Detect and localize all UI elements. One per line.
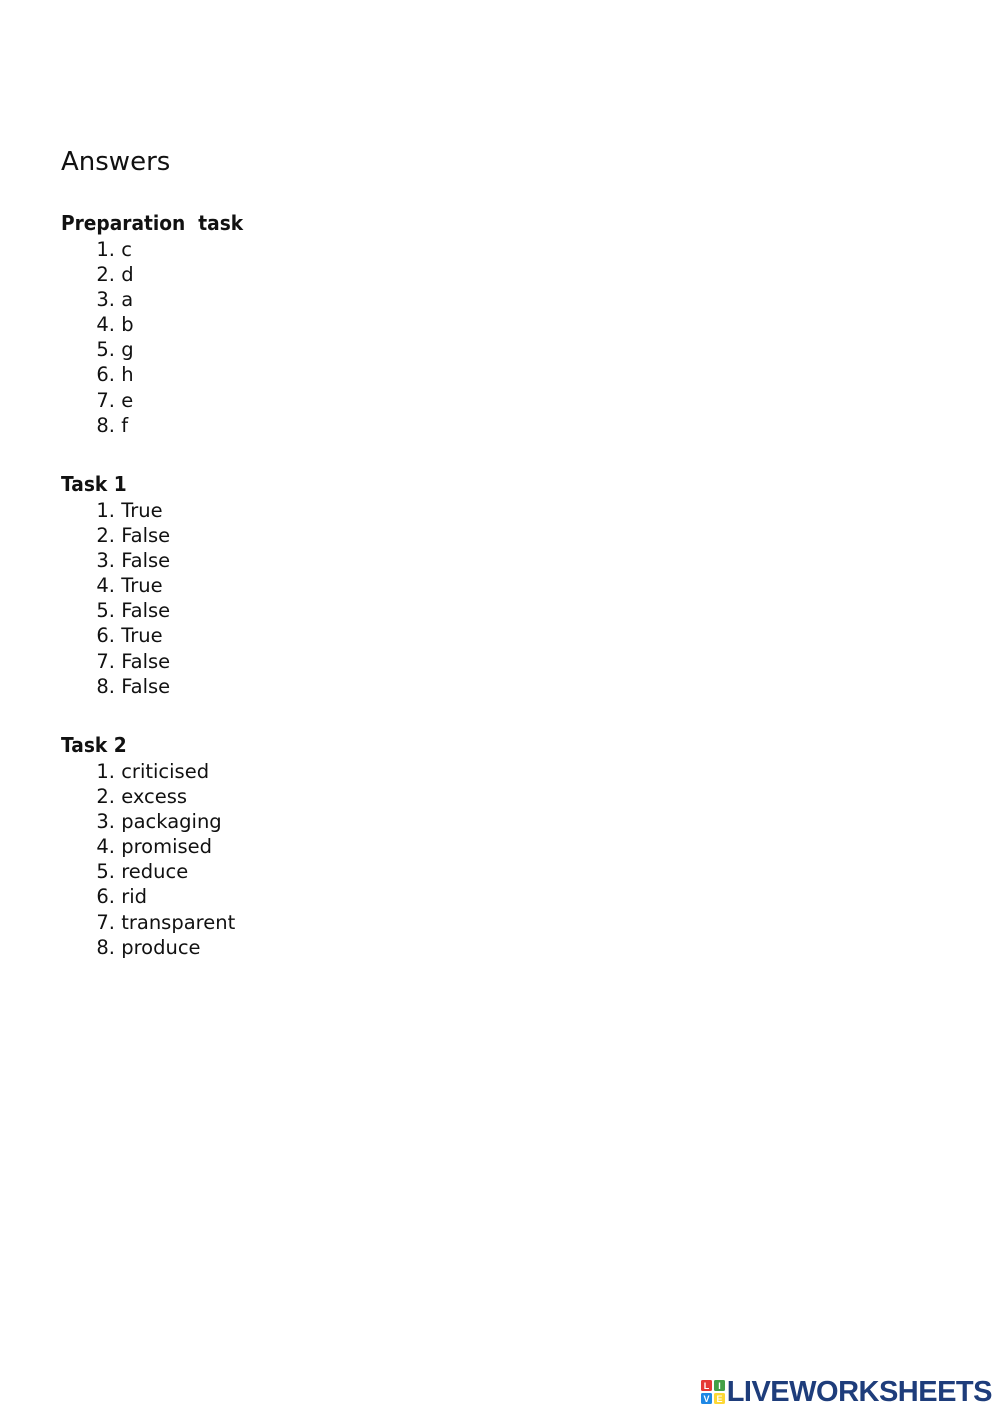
item-number: 6. xyxy=(96,885,115,909)
item-number: 5. xyxy=(96,338,115,362)
list-item xyxy=(61,312,661,337)
item-answer: produce xyxy=(121,935,201,959)
item-answer: rid xyxy=(121,885,148,909)
item-number: 7. xyxy=(96,388,115,412)
list-item xyxy=(61,884,661,909)
item-number: 3. xyxy=(96,810,115,834)
item-answer: False xyxy=(121,549,171,573)
section-preparation-task xyxy=(61,210,661,438)
list-item xyxy=(61,523,661,548)
list-item xyxy=(61,237,661,262)
item-answer: promised xyxy=(121,835,213,859)
item-number: 7. xyxy=(96,910,115,934)
item-number: 4. xyxy=(96,313,115,337)
list-item xyxy=(61,759,661,784)
list-item xyxy=(61,573,661,598)
item-answer: False xyxy=(121,599,171,623)
item-answer: e xyxy=(121,388,134,412)
item-number: 6. xyxy=(96,363,115,387)
item-number: 4. xyxy=(96,574,115,598)
answer-list xyxy=(61,237,661,438)
list-item xyxy=(61,337,661,362)
liveworksheets-brand[interactable] xyxy=(701,1378,992,1406)
item-answer: packaging xyxy=(121,810,222,834)
section-heading: Task 2 xyxy=(61,733,127,757)
item-answer: a xyxy=(121,288,134,312)
list-item xyxy=(61,674,661,699)
section-task-2 xyxy=(61,732,661,960)
item-number: 1. xyxy=(96,238,115,261)
item-answer: False xyxy=(121,674,171,698)
item-answer: excess xyxy=(121,785,188,809)
svg-text:I: I xyxy=(717,1381,721,1391)
item-number: 2. xyxy=(96,263,115,287)
item-number: 1. xyxy=(96,760,115,783)
list-item xyxy=(61,649,661,674)
item-number: 3. xyxy=(96,288,115,312)
item-number: 8. xyxy=(96,674,115,698)
item-number: 1. xyxy=(96,499,115,522)
item-answer: f xyxy=(121,413,129,437)
list-item xyxy=(61,388,661,413)
page-title: Answers xyxy=(61,147,171,177)
item-number: 5. xyxy=(96,599,115,623)
svg-text:E: E xyxy=(716,1394,723,1404)
section-heading: Preparation task xyxy=(61,211,244,235)
answer-list xyxy=(61,759,661,960)
list-item xyxy=(61,784,661,809)
item-answer: criticised xyxy=(121,760,210,783)
list-item xyxy=(61,834,661,859)
item-answer: True xyxy=(121,624,163,648)
item-answer: reduce xyxy=(121,860,189,884)
item-number: 8. xyxy=(96,413,115,437)
item-number: 4. xyxy=(96,835,115,859)
list-item xyxy=(61,287,661,312)
list-item xyxy=(61,809,661,834)
item-answer: True xyxy=(121,574,163,598)
section-heading: Task 1 xyxy=(61,472,127,496)
section-task-1 xyxy=(61,471,661,699)
item-answer: False xyxy=(121,524,171,548)
item-number: 5. xyxy=(96,860,115,884)
item-number: 3. xyxy=(96,549,115,573)
brand-name: LIVEWORKSHEETS xyxy=(726,1376,992,1408)
item-answer: True xyxy=(121,499,163,522)
item-answer: d xyxy=(121,263,134,287)
liveworksheets-logo-icon xyxy=(701,1380,725,1404)
item-number: 7. xyxy=(96,649,115,673)
item-answer: False xyxy=(121,649,171,673)
item-answer: g xyxy=(121,338,134,362)
item-number: 2. xyxy=(96,524,115,548)
item-answer: h xyxy=(121,363,134,387)
item-number: 2. xyxy=(96,785,115,809)
item-answer: b xyxy=(121,313,134,337)
list-item xyxy=(61,262,661,287)
list-item xyxy=(61,623,661,648)
list-item xyxy=(61,413,661,438)
item-answer: c xyxy=(121,238,132,261)
svg-text:L: L xyxy=(703,1381,709,1391)
answer-list xyxy=(61,498,661,699)
svg-text:V: V xyxy=(703,1394,710,1404)
list-item xyxy=(61,498,661,523)
list-item xyxy=(61,910,661,935)
item-answer: transparent xyxy=(121,910,236,934)
list-item xyxy=(61,548,661,573)
list-item xyxy=(61,598,661,623)
list-item xyxy=(61,362,661,387)
list-item xyxy=(61,935,661,960)
item-number: 6. xyxy=(96,624,115,648)
list-item xyxy=(61,859,661,884)
item-number: 8. xyxy=(96,935,115,959)
